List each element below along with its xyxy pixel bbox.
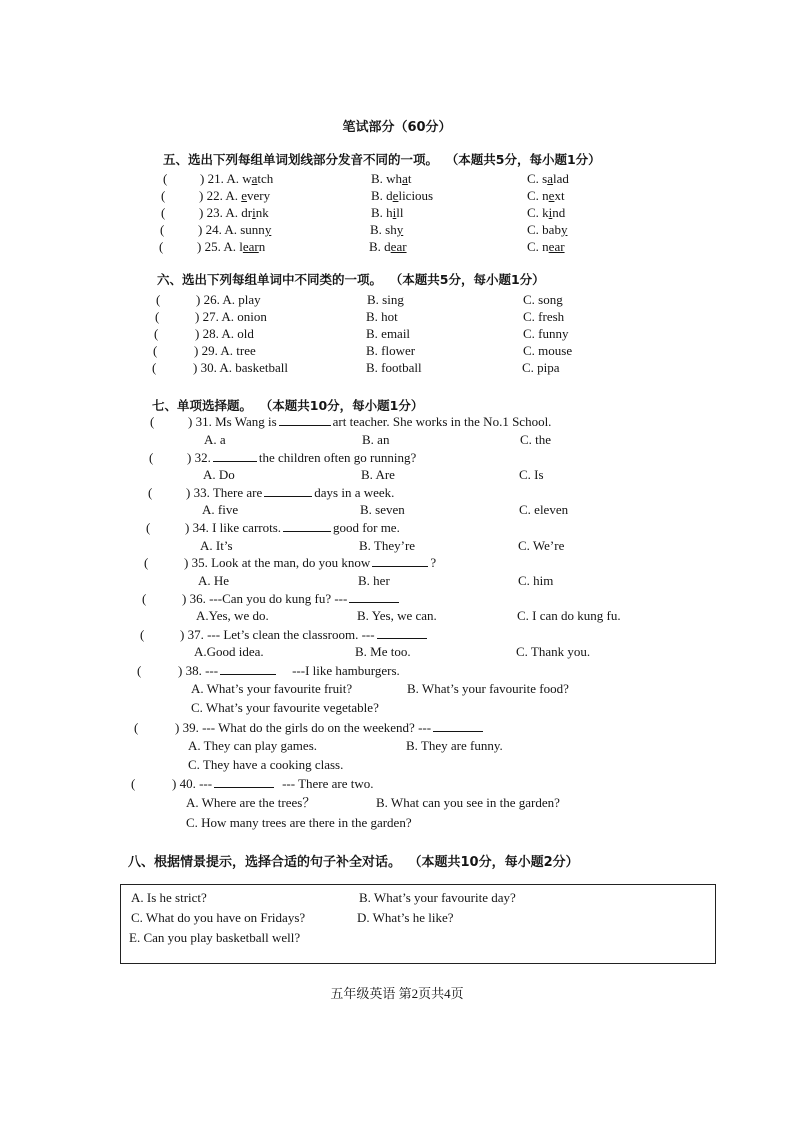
word-part: C. bab (527, 222, 561, 237)
section-8-title: 八、根据情景提示，选择合适的句子补全对话。 (128, 855, 402, 870)
answer-blank[interactable] (349, 590, 399, 603)
answer-paren[interactable]: ( (155, 309, 160, 324)
option-b: B. Yes, we can. (357, 608, 437, 623)
word-part: C. k (527, 205, 549, 220)
word-part: nk (255, 205, 269, 220)
section-6-title: 六、选出下列每组单词中不同类的一项。 (157, 272, 383, 287)
section-5-note: （本题共5分，每小题1分） (452, 152, 601, 167)
option-b: B. What’s your favourite day? (359, 890, 516, 905)
option-b (369, 238, 407, 255)
word-part: w (242, 171, 252, 186)
word-part: ll (396, 205, 404, 220)
word-part: licious (398, 188, 434, 203)
option-c: C. eleven (519, 502, 569, 517)
option-c (527, 221, 567, 238)
answer-blank[interactable] (377, 626, 427, 639)
section-5-title: 五、选出下列每组单词划线部分发音不同的一项。 (163, 152, 439, 167)
option-c: C. Is (519, 467, 544, 482)
option-b: B. email (366, 326, 411, 341)
option-a: ) 30. A. basketball (193, 360, 288, 375)
question-text: ) 32. (187, 450, 211, 465)
answer-paren[interactable]: ( (149, 450, 154, 465)
section-6-heading (157, 270, 545, 288)
word-part: sunn (240, 222, 265, 237)
section-5-heading (163, 150, 601, 168)
option-b: B. football (366, 360, 422, 375)
question-text: ) 33. There are (186, 485, 263, 500)
answer-blank[interactable] (214, 775, 274, 788)
question-number: ) 21. A. (200, 171, 243, 186)
option-b (371, 170, 411, 187)
section-7-title: 七、单项选择题。 (152, 398, 253, 413)
option-a (197, 238, 265, 255)
option-c: C. song (523, 292, 563, 307)
option-c (527, 187, 565, 204)
option-b: B. sing (367, 292, 404, 307)
option-b: B. Are (361, 467, 395, 482)
option-a: ) 26. A. play (196, 292, 261, 307)
option-c: C. mouse (523, 343, 573, 358)
underlined-part: ear (242, 239, 259, 254)
underlined-part: a (402, 171, 408, 186)
underlined-part: e (392, 188, 399, 203)
option-b: B. hot (366, 309, 398, 324)
word-part: xt (554, 188, 565, 203)
word-part: n (258, 239, 266, 254)
option-b: B. an (362, 432, 390, 447)
question-number: ) 24. A. (198, 222, 241, 237)
option-c: C. him (518, 573, 554, 588)
option-a: A. He (198, 573, 230, 588)
question-number: ) 23. A. (199, 205, 242, 220)
answer-paren[interactable]: ( (131, 776, 136, 791)
option-b: B. flower (366, 343, 416, 358)
option-b: B. They are funny. (406, 738, 503, 753)
option-b: B. They’re (359, 538, 416, 553)
answer-paren[interactable]: ( (134, 720, 139, 735)
option-c: C. What’s your favourite vegetable? (191, 700, 379, 715)
underlined-part: i (548, 205, 553, 220)
question-text: art teacher. She works in the No.1 School. (332, 414, 552, 429)
option-d: D. What’s he like? (357, 910, 454, 925)
question-text: --- There are two. (282, 776, 374, 791)
page-title: 笔试部分（60分） (342, 120, 452, 135)
word-part: B. d (371, 188, 393, 203)
option-c: C. What do you have on Fridays? (131, 910, 306, 925)
answer-paren[interactable]: ( (142, 591, 147, 606)
option-a: A. What’s your favourite fruit? (191, 681, 353, 696)
page-footer: 五年级英语 第2页共4页 (330, 986, 464, 1001)
section-6-note: （本题共5分，每小题1分） (396, 272, 545, 287)
option-a: A. Is he strict? (131, 890, 207, 905)
question-text: the children often go running? (258, 450, 417, 465)
answer-paren[interactable]: ( (153, 343, 158, 358)
underlined-part: ear (548, 239, 565, 254)
word-part: C. s (527, 171, 548, 186)
option-a (199, 187, 270, 204)
underlined-part: a (547, 171, 554, 186)
option-a (198, 221, 271, 238)
option-b: B. Me too. (355, 644, 411, 659)
word-part: t (407, 171, 412, 186)
word-part: l (239, 239, 243, 254)
option-c (527, 204, 565, 221)
answer-paren[interactable]: ( (148, 485, 153, 500)
option-a: A. They can play games. (188, 738, 317, 753)
underlined-part: y (396, 222, 404, 237)
question-number: ) 25. A. (197, 239, 240, 254)
answer-paren[interactable]: ( (144, 555, 149, 570)
option-c: C. funny (523, 326, 569, 341)
answer-paren[interactable]: ( (160, 222, 165, 237)
answer-blank[interactable] (220, 662, 276, 675)
question-text: ) 34. I like carrots. (185, 520, 282, 535)
underlined-part: e (241, 188, 248, 203)
underlined-part: e (548, 188, 555, 203)
answer-paren[interactable]: ( (150, 414, 155, 429)
question-text: ? (430, 555, 437, 570)
word-part: tch (257, 171, 274, 186)
answer-paren[interactable]: ( (146, 520, 151, 535)
underlined-part: y (264, 222, 272, 237)
answer-paren[interactable]: ( (152, 360, 157, 375)
option-a (199, 204, 269, 221)
option-a (200, 170, 273, 187)
option-c: C. We’re (518, 538, 565, 553)
underlined-part: a (251, 171, 258, 186)
word-part: nd (552, 205, 566, 220)
option-c: C. pipa (522, 360, 560, 375)
option-a: A. five (202, 502, 239, 517)
question-text: ) 36. ---Can you do kung fu? --- (182, 591, 348, 606)
answer-blank[interactable] (372, 554, 428, 567)
word-part: B. d (369, 239, 391, 254)
option-b: B. her (358, 573, 390, 588)
option-c: C. They have a cooking class. (188, 757, 344, 772)
answer-paren[interactable]: ( (159, 239, 164, 254)
options-box (120, 884, 716, 964)
underlined-part: ear (390, 239, 407, 254)
option-c: C. Thank you. (516, 644, 591, 659)
underlined-part: y (560, 222, 568, 237)
section-8-heading (128, 851, 579, 870)
section-7-note: （本题共10分，每小题1分） (266, 398, 424, 413)
option-b: B. What can you see in the garden? (376, 795, 560, 810)
word-part: C. n (527, 188, 549, 203)
answer-paren[interactable]: ( (163, 171, 168, 186)
question-text: ) 40. --- (172, 776, 213, 791)
word-part: B. wh (371, 171, 403, 186)
option-a: A. It’s (200, 538, 233, 553)
option-a: ) 28. A. old (195, 326, 254, 341)
option-a: ) 29. A. tree (194, 343, 256, 358)
option-e: E. Can you play basketball well? (129, 930, 301, 945)
option-c (527, 170, 569, 187)
answer-blank[interactable] (283, 519, 331, 532)
question-text: ) 35. Look at the man, do you know (184, 555, 371, 570)
option-c: C. fresh (523, 309, 565, 324)
word-part: B. sh (370, 222, 397, 237)
section-8-note: （本题共10分，每小题2分） (415, 855, 579, 870)
underlined-part: i (392, 205, 397, 220)
option-b: B. seven (360, 502, 405, 517)
word-part: C. n (527, 239, 549, 254)
option-a: A. Do (203, 467, 235, 482)
answer-blank[interactable] (433, 719, 483, 732)
answer-paren[interactable]: ( (140, 627, 145, 642)
option-a: A.Good idea. (194, 644, 264, 659)
underlined-part: i (252, 205, 256, 220)
question-text: ) 39. --- What do the girls do on the weekend? --- (175, 720, 432, 735)
option-c: C. I can do kung fu. (517, 608, 621, 623)
word-part: dr (241, 205, 253, 220)
option-b (370, 221, 403, 238)
answer-paren[interactable]: ( (154, 326, 159, 341)
question-text: ---I like hamburgers. (292, 663, 400, 678)
answer-paren[interactable]: ( (137, 663, 142, 678)
option-a: A.Yes, we do. (196, 608, 269, 623)
answer-paren[interactable]: ( (161, 188, 166, 203)
question-text: days in a week. (314, 485, 395, 500)
answer-blank[interactable] (264, 484, 312, 497)
option-b (371, 204, 404, 221)
word-part: very (247, 188, 271, 203)
answer-paren[interactable]: ( (161, 205, 166, 220)
option-a: A. a (204, 432, 226, 447)
answer-blank[interactable] (279, 413, 331, 426)
option-b (371, 187, 433, 204)
option-b: B. What’s your favourite food? (407, 681, 569, 696)
answer-blank[interactable] (213, 449, 257, 462)
option-a: A. Where are the trees？ (186, 795, 316, 810)
question-text: ) 38. --- (178, 663, 219, 678)
answer-paren[interactable]: ( (156, 292, 161, 307)
word-part: B. h (371, 205, 393, 220)
section-7-heading (152, 396, 423, 414)
option-a: ) 27. A. onion (195, 309, 267, 324)
option-c (527, 238, 565, 255)
option-c: C. How many trees are there in the garden? (186, 815, 412, 830)
question-text: ) 31. Ms Wang is (188, 414, 277, 429)
question-number: ) 22. A. (199, 188, 242, 203)
question-text: ) 37. --- Let’s clean the classroom. --- (180, 627, 375, 642)
word-part: lad (553, 171, 569, 186)
option-c: C. the (520, 432, 552, 447)
question-text: good for me. (333, 520, 400, 535)
